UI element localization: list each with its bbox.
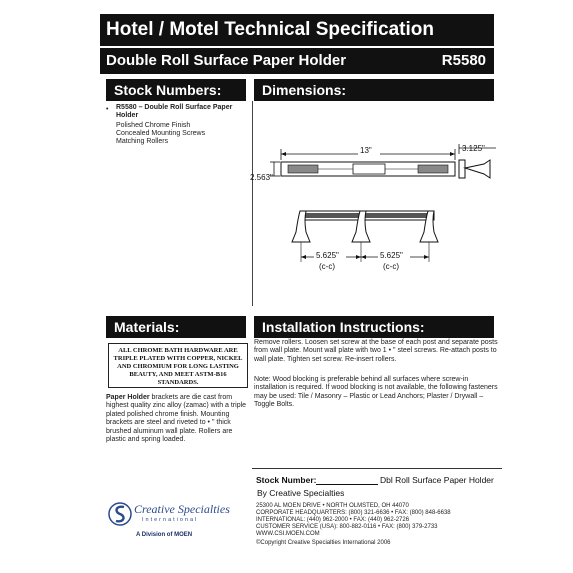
cc-right-label: (c-c) xyxy=(383,262,399,271)
divider-line xyxy=(252,468,502,469)
spacing-right-label: 5.625" xyxy=(380,251,403,260)
dimensions-heading: Dimensions: xyxy=(254,79,494,101)
document-title: Hotel / Motel Technical Specification xyxy=(100,14,494,46)
stock-number-underline xyxy=(316,484,378,485)
address-line: 25300 AL MOEN DRIVE • NORTH OLMSTED, OH 44070 xyxy=(256,503,409,509)
installation-text: Remove rollers. Loosen set screw at the base of each post and separate posts from wall plate. Mount wall plate with two 1 • " steel screws. Re-attach posts to wall plate. Tighten set screw. Re-insert rollers. xyxy=(254,339,498,363)
height-label: 2.563" xyxy=(250,173,273,182)
materials-label: Paper Holder xyxy=(106,394,150,401)
materials-description xyxy=(106,394,250,444)
partner-mark: A Division of MOEN xyxy=(136,532,193,538)
materials-text: brackets are die cast from highest quality zinc alloy (zamac) with a triple plated polished chrome finish. Mounting brackets are steel and riveted to • " thick brushed aluminum wall plate. Rollers are plastic and spring loaded. xyxy=(106,394,247,444)
stock-number-label: Stock Number: xyxy=(256,475,317,485)
brand-sub: International xyxy=(142,517,199,523)
stock-item-line-3: Matching Rollers xyxy=(116,138,169,145)
customer-service-line: CUSTOMER SERVICE (USA): 800-882-0116 • FAX: (800) 379-2733 xyxy=(256,524,438,530)
website-line[interactable]: WWW.CSI.MOEN.COM xyxy=(256,531,320,537)
dimension-drawing xyxy=(248,140,510,280)
contact-block xyxy=(256,503,506,547)
stock-item-line-2: Concealed Mounting Screws xyxy=(116,130,206,137)
materials-heading: Materials: xyxy=(106,316,246,338)
width-label: 13" xyxy=(360,146,372,155)
installation-heading: Installation Instructions: xyxy=(254,316,494,338)
spacing-left-label: 5.625" xyxy=(316,251,339,260)
cc-left-label: (c-c) xyxy=(319,262,335,271)
subtitle-text: Double Roll Surface Paper Holder xyxy=(106,52,347,69)
stock-numbers-heading: Stock Numbers: xyxy=(106,79,246,101)
stock-number-value: Dbl Roll Surface Paper Holder xyxy=(380,475,494,485)
model-number: R5580 xyxy=(441,52,486,69)
stock-item-line-1: Polished Chrome Finish xyxy=(116,122,191,129)
swirl-icon xyxy=(108,500,132,528)
document-subtitle xyxy=(100,48,494,74)
installation-note: Note: Wood blocking is preferable behind all surfaces where screw-in installation is required. If wood blocking is not available, the following fasteners may be used: Tile / Masonry – Plastic or Lead Anchors; Plaster / Drywall – Toggle Bolts. xyxy=(254,376,498,409)
company-logo xyxy=(108,500,248,560)
plating-notice-box: ALL CHROME BATH HARDWARE ARE TRIPLE PLATED WITH COPPER, NICKEL AND CHROMIUM FOR LONG LASTING BEAUTY, AND MEET ASTM-B16 STANDARDS. xyxy=(108,343,248,388)
headquarters-line: CORPORATE HEADQUARTERS: (800) 321-6636 • FAX: (800) 848-6638 xyxy=(256,510,451,516)
by-line: By Creative Specialties xyxy=(257,488,345,498)
international-line: INTERNATIONAL: (440) 962-2000 • FAX: (440) 962-2726 xyxy=(256,517,410,523)
brand-name: Creative Specialties xyxy=(134,502,230,516)
depth-label: 3.125" xyxy=(462,144,485,153)
bullet: • xyxy=(106,106,109,113)
stock-item-title: R5580 – Double Roll Surface Paper Holder xyxy=(116,104,233,120)
copyright-line: ©Copyright Creative Specialties International 2006 xyxy=(256,540,391,546)
